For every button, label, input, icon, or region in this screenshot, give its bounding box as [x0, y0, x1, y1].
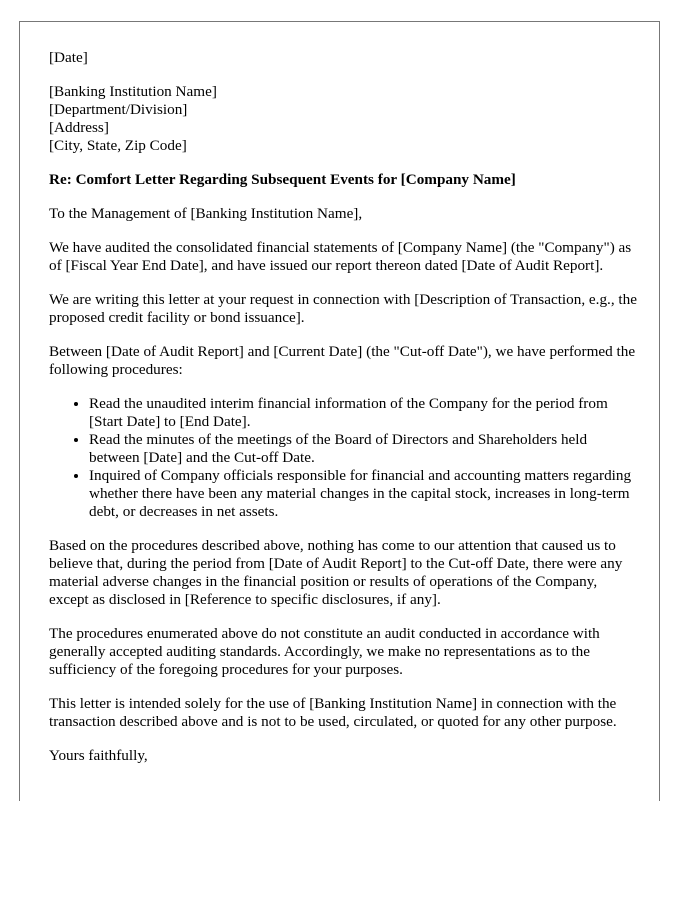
purpose-paragraph: We are writing this letter at your request in connection with [Description of Transaction, e.g., the proposed credit facility or bond issuance].: [49, 291, 637, 326]
recipient-street-address: [Address]: [49, 119, 109, 136]
findings-paragraph: Based on the procedures described above, nothing has come to our attention that caused us to believe that, during the period from [Date of Audit Report] to the Cut-off Date, there were any material adverse changes in the financial position or results of operations of the Company, except as disclosed in [Reference to specific disclosures, if any].: [49, 537, 623, 608]
procedure-item: • Read the unaudited interim financial information of the Company for the period from [Start Date] to [End Date].: [89, 395, 639, 431]
letter-content: [49, 49, 639, 781]
procedures-intro-paragraph: Between [Date of Audit Report] and [Current Date] (the "Cut-off Date"), we have performed the following procedures:: [49, 343, 636, 378]
recipient-name: [Banking Institution Name]: [49, 83, 217, 100]
recipient-department: [Department/Division]: [49, 101, 188, 118]
procedure-item: • Inquired of Company officials responsible for financial and accounting matters regarding whether there have been any material changes in the capital stock, increases in long-term debt, or decreases in net assets.: [89, 467, 639, 521]
salutation: To the Management of [Banking Institution Name],: [49, 205, 363, 222]
procedure-item: • Read the minutes of the meetings of the Board of Directors and Shareholders held between [Date] and the Cut-off Date.: [89, 431, 639, 467]
letter-page: [19, 21, 660, 801]
audit-paragraph: We have audited the consolidated financial statements of [Company Name] (the "Company") as of [Fiscal Year End Date], and have issued our report thereon dated [Date of Audit Report].: [49, 239, 632, 274]
procedures-list: [49, 395, 639, 521]
letter-date: [Date]: [49, 49, 88, 66]
recipient-address: [49, 83, 639, 155]
closing: Yours faithfully,: [49, 747, 148, 764]
restriction-paragraph: This letter is intended solely for the use of [Banking Institution Name] in connection with the transaction described above and is not to be used, circulated, or quoted for any other purpose.: [49, 695, 617, 730]
limitations-paragraph: The procedures enumerated above do not constitute an audit conducted in accordance with generally accepted auditing standards. Accordingly, we make no representations as to the sufficiency of the foregoing procedures for your purposes.: [49, 625, 600, 678]
subject-line: Re: Comfort Letter Regarding Subsequent Events for [Company Name]: [49, 171, 516, 188]
recipient-city-state-zip: [City, State, Zip Code]: [49, 137, 187, 154]
